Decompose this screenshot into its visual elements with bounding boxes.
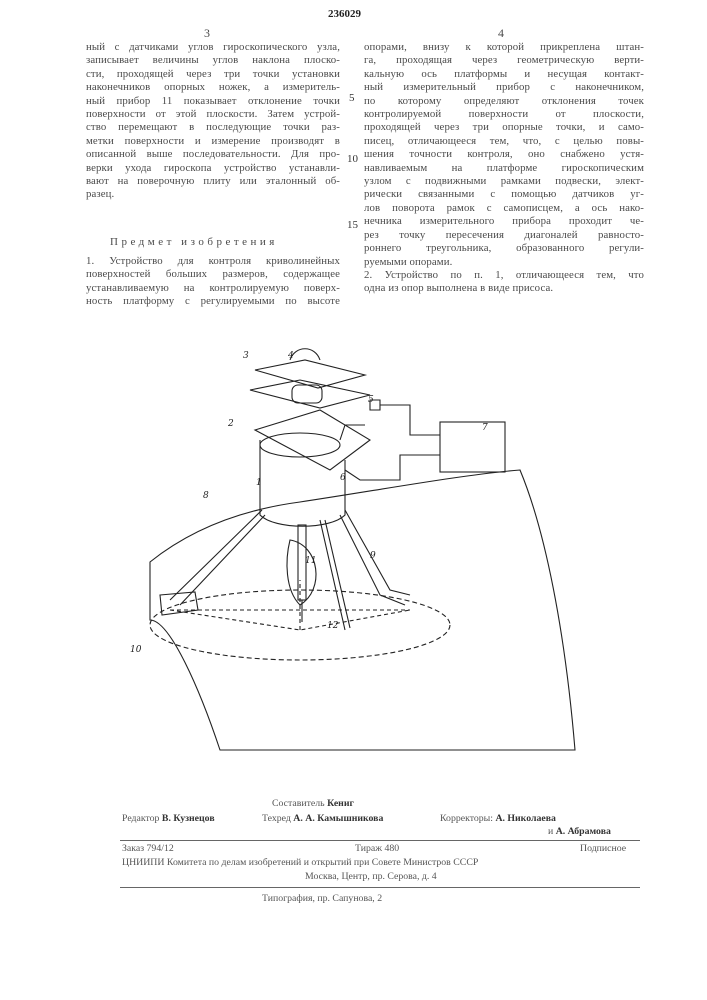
text-line: навливаемым на платформе гироскопическим bbox=[364, 162, 644, 175]
text-line: писец, отличающееся тем, что, с целью повы- bbox=[364, 135, 644, 148]
figure-label: 1 bbox=[256, 478, 262, 488]
text-line: разец. bbox=[86, 188, 340, 201]
text-line: нечника измерительного прибора проходит че- bbox=[364, 215, 644, 228]
text-line: ность платформу с регулируемыми по высоте bbox=[86, 295, 340, 308]
proofreader-name: А. Абрамова bbox=[556, 826, 611, 837]
editor-name: В. Кузнецов bbox=[162, 813, 215, 824]
left-column-text bbox=[86, 41, 340, 202]
divider bbox=[120, 840, 640, 841]
circulation: Тираж 480 bbox=[355, 843, 399, 854]
page-number-right: 4 bbox=[498, 26, 504, 41]
figure-label: 4 bbox=[287, 351, 294, 361]
figure-label: 12 bbox=[327, 621, 339, 631]
patent-page bbox=[0, 0, 707, 1000]
printing-house: Типография, пр. Сапунова, 2 bbox=[262, 893, 382, 904]
text-line: сти, проходящей через три точки установки bbox=[86, 68, 340, 81]
figure-label: 8 bbox=[203, 491, 209, 501]
divider bbox=[120, 887, 640, 888]
proofreaders-label: Корректоры: bbox=[440, 813, 493, 824]
figure-label: 6 bbox=[340, 473, 346, 483]
text-line: описанной выше последовательности. Для про- bbox=[86, 148, 340, 161]
text-line: узлом с подвижными рамками подвески, элект- bbox=[364, 175, 644, 188]
text-line: роннего треугольника, образованного регули- bbox=[364, 242, 644, 255]
line-number: 5 bbox=[349, 92, 355, 104]
section-heading: Предмет изобретения bbox=[110, 236, 278, 248]
text-line: записывает величины углов наклона плоско- bbox=[86, 54, 340, 67]
text-line: опорами, внизу к которой прикреплена штан- bbox=[364, 41, 644, 54]
figure-label: 5 bbox=[368, 395, 374, 405]
text-line: верки ухода гироскопа устройство устанавли- bbox=[86, 162, 340, 175]
subscription: Подписное bbox=[580, 843, 626, 854]
figure-label: 2 bbox=[227, 419, 234, 429]
text-line: метки поверхности и измерение производят в bbox=[86, 135, 340, 148]
gimbal-frame bbox=[250, 360, 370, 408]
claim-text bbox=[86, 255, 340, 309]
text-line: га, проходящая через геометрическую верти- bbox=[364, 54, 644, 67]
proofreader-name: А. Николаева bbox=[495, 813, 555, 824]
text-line: контролируемой поверхности от плоскости, bbox=[364, 108, 644, 121]
text-line: ный измерительный прибор с наконечником, bbox=[364, 81, 644, 94]
text-line: кальную ось платформы и несущая контакт- bbox=[364, 68, 644, 81]
compiler-name: Кениг bbox=[327, 798, 354, 809]
text-line: поверхности от этой плоскости. Затем устрой- bbox=[86, 108, 340, 121]
text-line: лов поворота рамок с самописцем, а ось нако- bbox=[364, 202, 644, 215]
figure-label: 11 bbox=[305, 556, 316, 566]
text-line: устанавливаемую на контролируемую поверх- bbox=[86, 282, 340, 295]
text-line: шения точности контроля, оно снабжено устя- bbox=[364, 148, 644, 161]
text-line: поверхностей больших размеров, содержащее bbox=[86, 268, 340, 281]
text-line: проходящей через три опорные точки, и само- bbox=[364, 121, 644, 134]
text-line: рически связанными с помощью датчиков уг- bbox=[364, 188, 644, 201]
text-line: по которому определяют отклонения точек bbox=[364, 95, 644, 108]
compiler-label: Составитель bbox=[272, 798, 325, 809]
figure-label: 9 bbox=[370, 551, 376, 561]
text-line: ный с датчиками углов гироскопического узла, bbox=[86, 41, 340, 54]
figure-label: 3 bbox=[243, 351, 249, 361]
techred-name: А. А. Камышникова bbox=[293, 813, 383, 824]
techred-label: Техред bbox=[262, 813, 291, 824]
figure-label: 10 bbox=[130, 645, 142, 655]
text-line: 1. Устройство для контроля криволинейных bbox=[86, 255, 340, 268]
proofreader-prefix: и bbox=[548, 826, 553, 837]
text-line: вают на поверочную плиту или эталонный об- bbox=[86, 175, 340, 188]
patent-number: 236029 bbox=[328, 8, 361, 20]
text-line: ный прибор 11 показывает отклонение точки bbox=[86, 95, 340, 108]
line-number: 15 bbox=[347, 219, 358, 231]
line-number: 10 bbox=[347, 153, 358, 165]
order-number: Заказ 794/12 bbox=[122, 843, 174, 854]
figure-label: 7 bbox=[482, 423, 488, 433]
editor-label: Редактор bbox=[122, 813, 159, 824]
institution: ЦНИИПИ Комитета по делам изобретений и открытий при Совете Министров СССР bbox=[122, 857, 478, 868]
text-line: 2. Устройство по п. 1, отличающееся тем, что bbox=[364, 269, 644, 282]
text-line: руемыми опорами. bbox=[364, 256, 644, 269]
text-line: наконечников опорных ножек, а измеритель- bbox=[86, 81, 340, 94]
right-column-text bbox=[364, 41, 644, 296]
text-line: ство перемещают в последующие точки раз- bbox=[86, 121, 340, 134]
address: Москва, Центр, пр. Серова, д. 4 bbox=[305, 871, 437, 882]
page-number-left: 3 bbox=[204, 26, 210, 41]
text-line: рез точку пересечения диагоналей равносто- bbox=[364, 229, 644, 242]
text-line: одна из опор выполнена в виде присоса. bbox=[364, 282, 644, 295]
device-drawing bbox=[0, 330, 707, 770]
